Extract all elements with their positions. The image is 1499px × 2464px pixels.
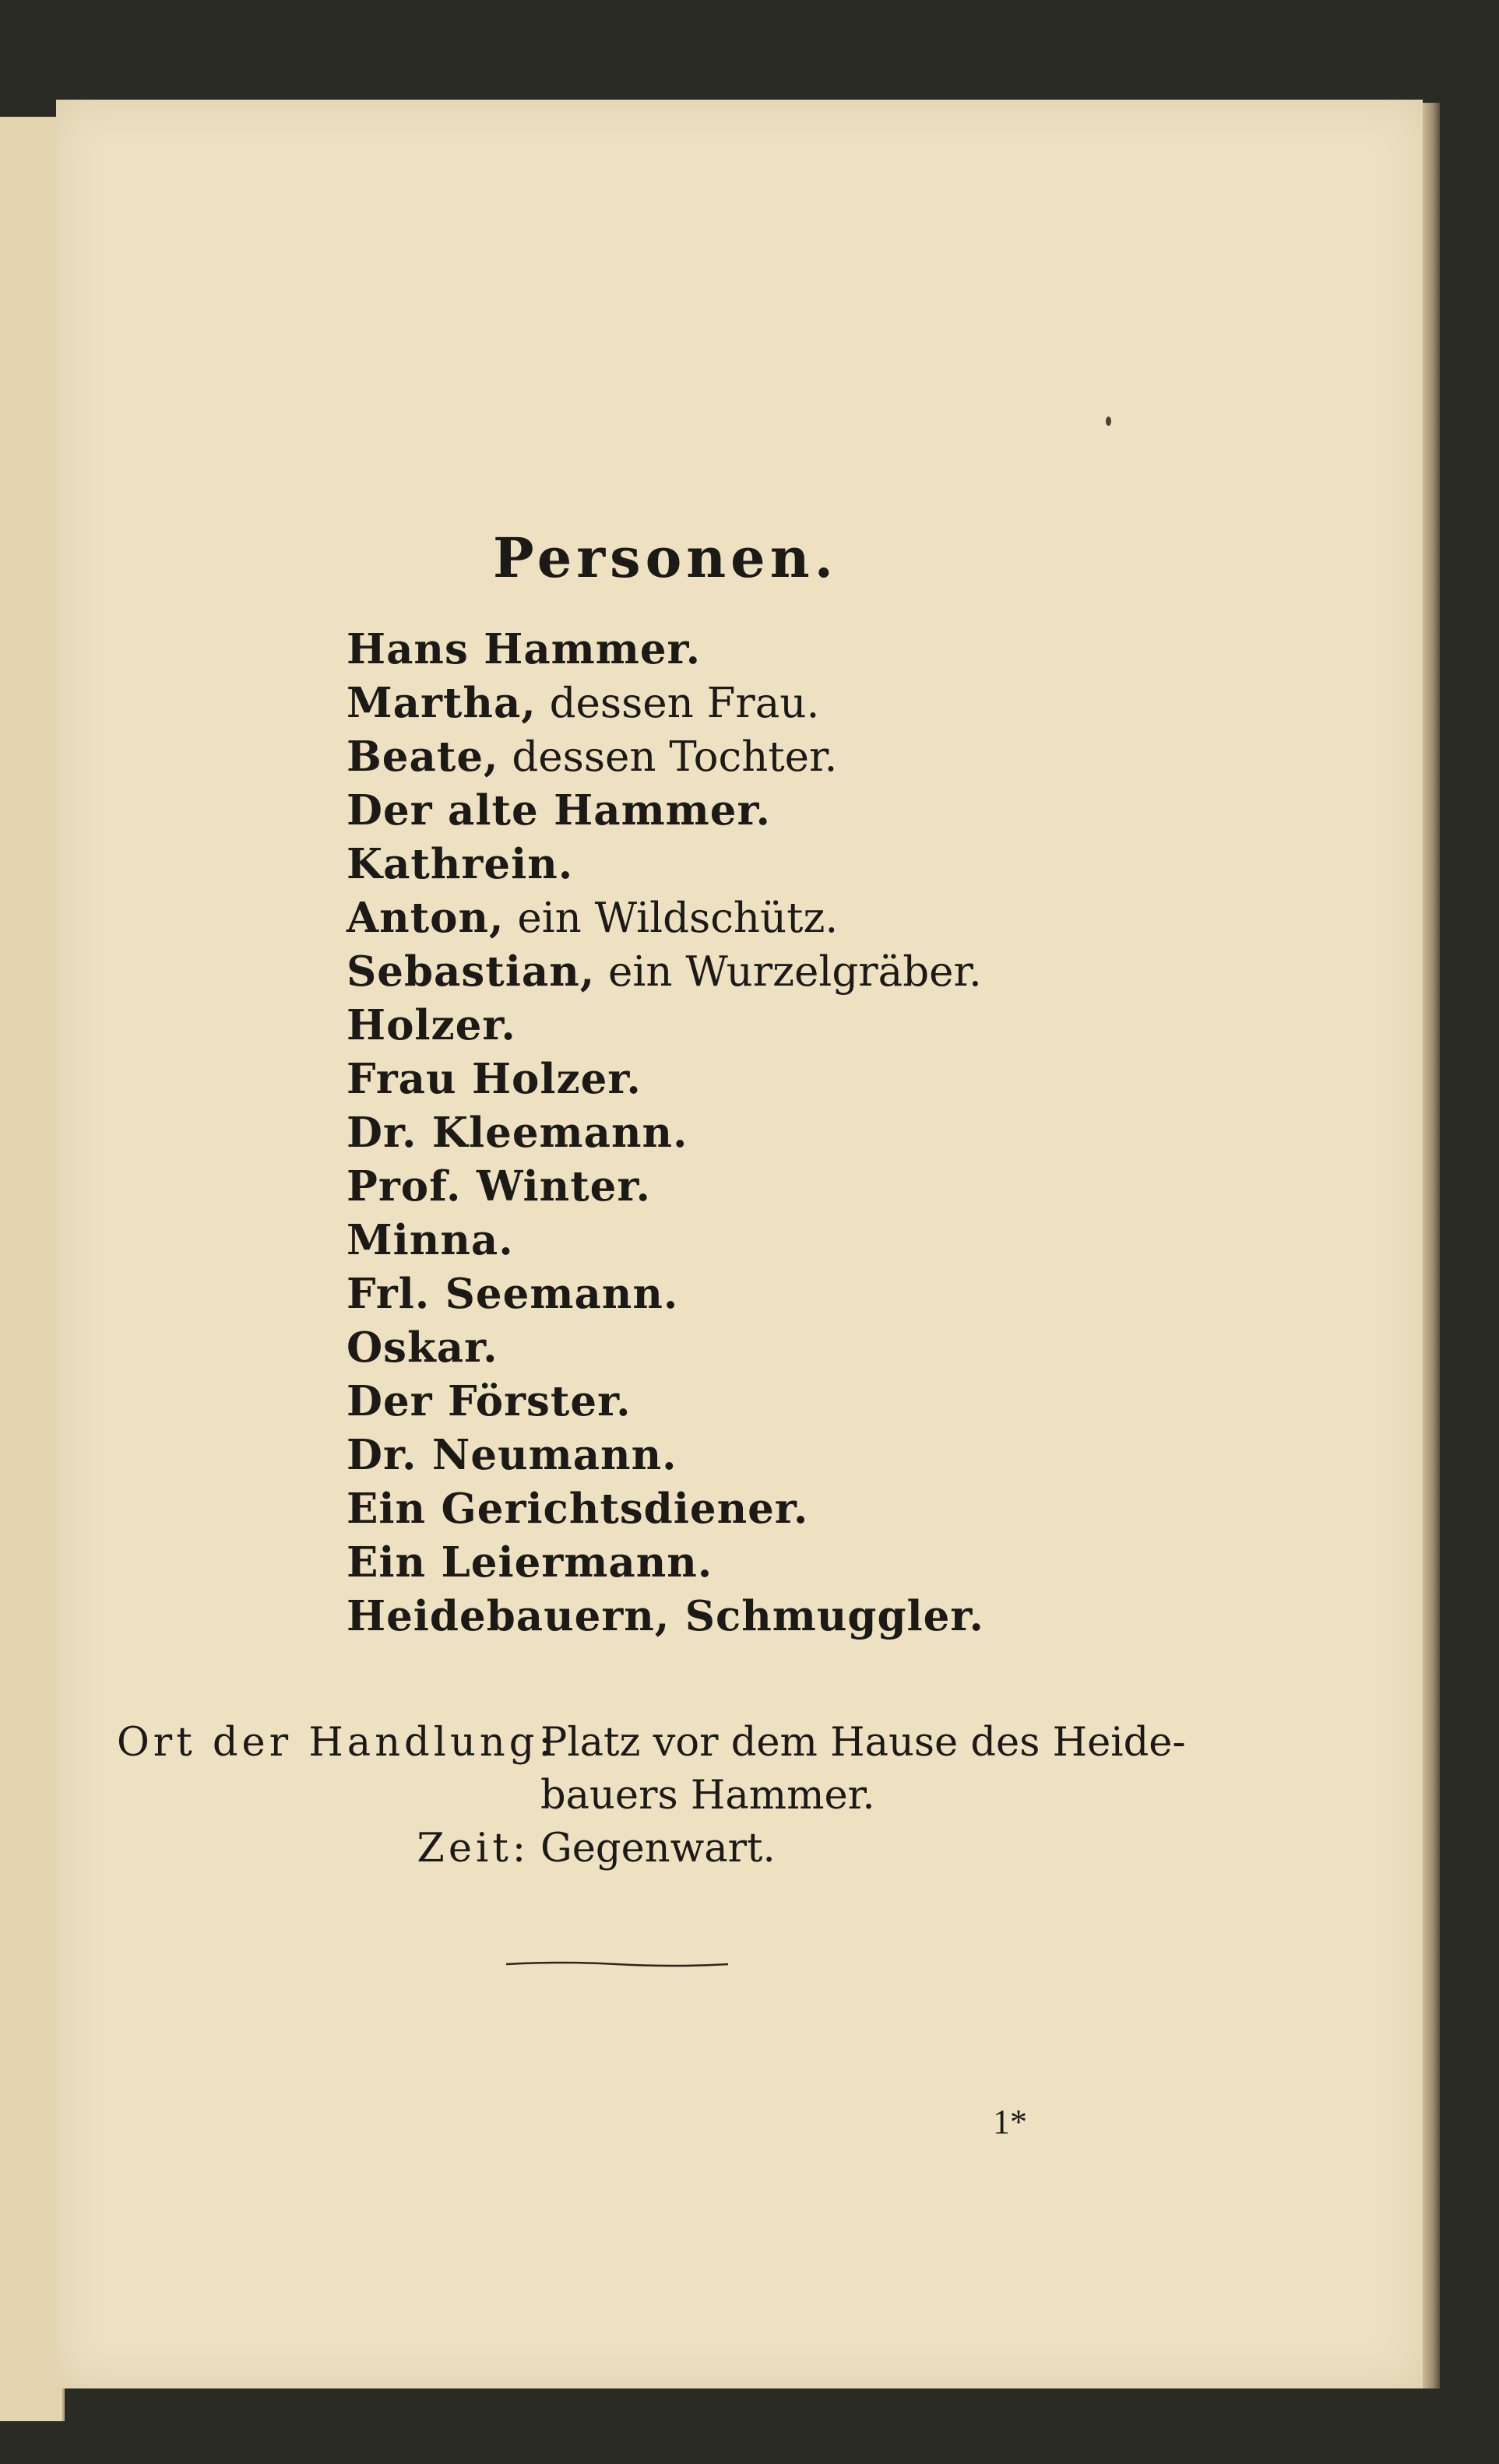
persona-item (347, 677, 984, 730)
persona-item (347, 1429, 984, 1482)
persona-item (347, 999, 984, 1053)
persona-item (347, 1106, 984, 1160)
persona-role: ein Wurzelgräber. (595, 948, 982, 996)
time-label: Zeit: (417, 1826, 530, 1872)
persona-item (347, 891, 984, 945)
persona-name: Anton, (347, 894, 505, 942)
persona-name: Heidebauern, Schmuggler. (347, 1592, 984, 1640)
persona-item (347, 1375, 984, 1429)
place-label: Ort der Handlung: (117, 1720, 556, 1766)
persona-item (347, 1321, 984, 1375)
persona-name: Dr. Neumann. (347, 1431, 677, 1479)
time-value: Gegenwart. (540, 1826, 776, 1872)
decorative-rule (506, 1960, 728, 1968)
persona-name: Frau Holzer. (347, 1055, 642, 1103)
persona-item (347, 1267, 984, 1321)
persona-item (347, 1160, 984, 1214)
place-value-continuation: bauers Hammer. (540, 1773, 875, 1819)
persona-item (347, 623, 984, 677)
persona-item (347, 784, 984, 838)
persona-name: Martha, (347, 679, 537, 727)
dramatis-personae-list (347, 623, 984, 1643)
persona-role: dessen Frau. (536, 680, 820, 727)
persona-name: Holzer. (347, 1001, 516, 1049)
persona-name: Oskar. (347, 1323, 498, 1372)
persona-name: Hans Hammer. (347, 625, 702, 673)
persona-item (347, 1590, 984, 1643)
setting-block (117, 1717, 1186, 1875)
persona-name: Frl. Seemann. (347, 1270, 679, 1318)
persona-item (347, 945, 984, 999)
persona-name: Kathrein. (347, 840, 574, 888)
persona-name: Prof. Winter. (347, 1162, 651, 1211)
page-title: Personen. (493, 525, 838, 590)
page-number: 1* (993, 2103, 1027, 2141)
page-stack-edge (1423, 103, 1440, 2388)
ink-speck (1106, 417, 1111, 426)
time-row (117, 1823, 1186, 1875)
persona-name: Minna. (347, 1216, 514, 1264)
persona-item (347, 1536, 984, 1590)
persona-name: Ein Gerichtsdiener. (347, 1485, 809, 1533)
persona-item (347, 1214, 984, 1267)
persona-item (347, 1482, 984, 1536)
place-value: Platz vor dem Hause des Heide- (540, 1720, 1186, 1766)
place-continuation-row (117, 1770, 1186, 1823)
persona-name: Sebastian, (347, 947, 596, 996)
persona-item (347, 1053, 984, 1106)
persona-item (347, 838, 984, 891)
persona-role: dessen Tochter. (498, 733, 838, 781)
persona-item (347, 730, 984, 784)
place-row (117, 1717, 1186, 1770)
persona-role: ein Wildschütz. (504, 895, 839, 942)
persona-name: Ein Leiermann. (347, 1538, 713, 1587)
persona-name: Dr. Kleemann. (347, 1109, 688, 1157)
persona-name: Der alte Hammer. (347, 786, 771, 835)
persona-name: Der Förster. (347, 1377, 632, 1425)
persona-name: Beate, (347, 733, 499, 781)
facing-page-edge (0, 117, 65, 2421)
